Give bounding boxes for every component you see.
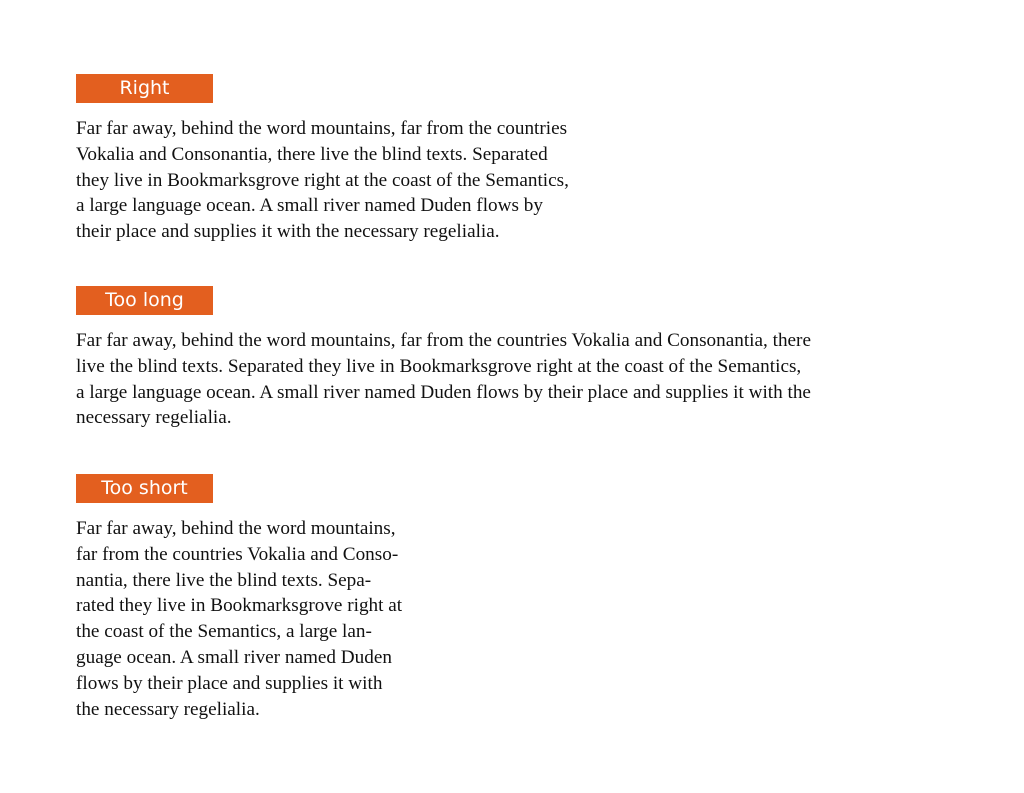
sample-paragraph-too-long (76, 328, 811, 431)
section-too-long-line-length (76, 286, 811, 431)
section-label-too-short: Too short (76, 474, 213, 503)
paragraph-line: necessary regelialia. (76, 407, 232, 429)
section-label-right: Right (76, 74, 213, 103)
paragraph-line: live the blind texts. Separated they live in Bookmarksgrove right at the coast of the Semantics, (76, 355, 802, 377)
paragraph-line: guage ocean. A small river named Duden (76, 646, 392, 668)
paragraph-line: the coast of the Semantics, a large lan- (76, 621, 372, 643)
paragraph-line: their place and supplies it with the necessary regelialia. (76, 221, 500, 243)
section-right-line-length (76, 74, 569, 245)
section-label-too-long: Too long (76, 286, 213, 315)
section-too-short-line-length (76, 474, 402, 722)
paragraph-line: they live in Bookmarksgrove right at the coast of the Semantics, (76, 169, 569, 191)
sample-paragraph-too-short (76, 516, 402, 722)
paragraph-line: a large language ocean. A small river named Duden flows by their place and supplies it with the (76, 381, 811, 403)
paragraph-line: Far far away, behind the word mountains, far from the countries (76, 118, 568, 139)
paragraph-line: Far far away, behind the word mountains, far from the countries Vokalia and Consonantia, there (76, 330, 811, 351)
paragraph-line: the necessary regelialia. (76, 698, 260, 720)
paragraph-line: nantia, there live the blind texts. Sepa- (76, 569, 372, 591)
paragraph-line: Far far away, behind the word mountains, (76, 518, 396, 539)
paragraph-line: flows by their place and supplies it with (76, 672, 383, 694)
paragraph-line: rated they live in Bookmarksgrove right at (76, 595, 403, 617)
sample-paragraph-right (76, 116, 569, 245)
paragraph-line: a large language ocean. A small river named Duden flows by (76, 195, 543, 217)
paragraph-line: far from the countries Vokalia and Conso- (76, 543, 399, 565)
paragraph-line: Vokalia and Consonantia, there live the blind texts. Separated (76, 143, 548, 165)
